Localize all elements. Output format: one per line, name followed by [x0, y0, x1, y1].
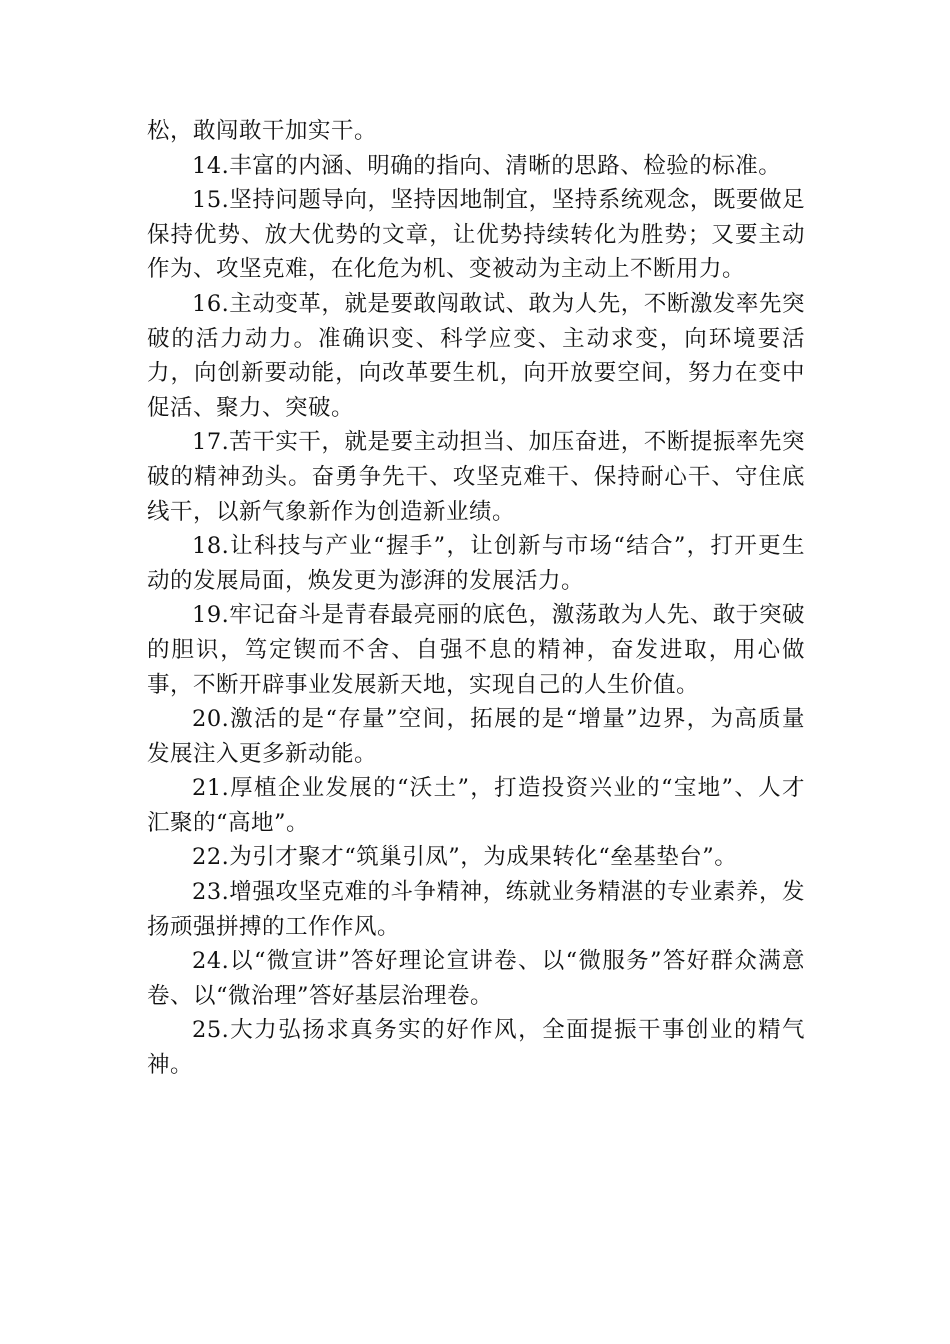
paragraph-17: 17.苦干实干，就是要主动担当、加压奋进，不断提振率先突破的精神劲头。奋勇争先干、攻坚克难干、保持耐心干、守住底线干，以新气象新作为创造新业绩。: [147, 429, 805, 525]
paragraph-24: 24.以“微宣讲”答好理论宣讲卷、以“微服务”答好群众满意卷、以“微治理”答好基层治理卷。: [147, 948, 805, 1009]
paragraph-15: 15.坚持问题导向，坚持因地制宜，坚持系统观念，既要做足保持优势、放大优势的文章，让优势持续转化为胜势；又要主动作为、攻坚克难，在化危为机、变被动为主动上不断用力。: [147, 187, 805, 283]
paragraph-19: 19.牢记奋斗是青春最亮丽的底色，激荡敢为人先、敢于突破的胆识，笃定锲而不舍、自强不息的精神，奋发进取，用心做事，不断开辟事业发展新天地，实现自己的人生价值。: [147, 602, 805, 698]
paragraph-18: 18.让科技与产业“握手”，让创新与市场“结合”，打开更生动的发展局面，焕发更为澎湃的发展活力。: [147, 533, 805, 594]
paragraph-22: 22.为引才聚才“筑巢引凤”，为成果转化“垒基垫台”。: [192, 844, 738, 871]
paragraph-16: 16.主动变革，就是要敢闯敢试、敢为人先，不断激发率先突破的活力动力。准确识变、科学应变、主动求变，向环境要活力，向创新要动能，向改革要生机，向开放要空间，努力在变中促活、聚力、突破。: [147, 290, 805, 421]
paragraph-14: 14.丰富的内涵、明确的指向、清晰的思路、检验的标准。: [192, 152, 782, 179]
paragraph-21: 21.厚植企业发展的“沃土”，打造投资兴业的“宝地”、人才汇聚的“高地”。: [147, 775, 805, 836]
paragraph-20: 20.激活的是“存量”空间，拓展的是“增量”边界，为高质量发展注入更多新动能。: [147, 706, 805, 767]
paragraph-25: 25.大力弘扬求真务实的好作风，全面提振干事创业的精气神。: [147, 1017, 805, 1079]
document-body: [147, 114, 805, 1083]
paragraph-23: 23.增强攻坚克难的斗争精神，练就业务精湛的专业素养，发扬顽强拼搏的工作作风。: [147, 879, 805, 940]
paragraph-13-continuation: 松，敢闯敢干加实干。: [147, 118, 378, 144]
